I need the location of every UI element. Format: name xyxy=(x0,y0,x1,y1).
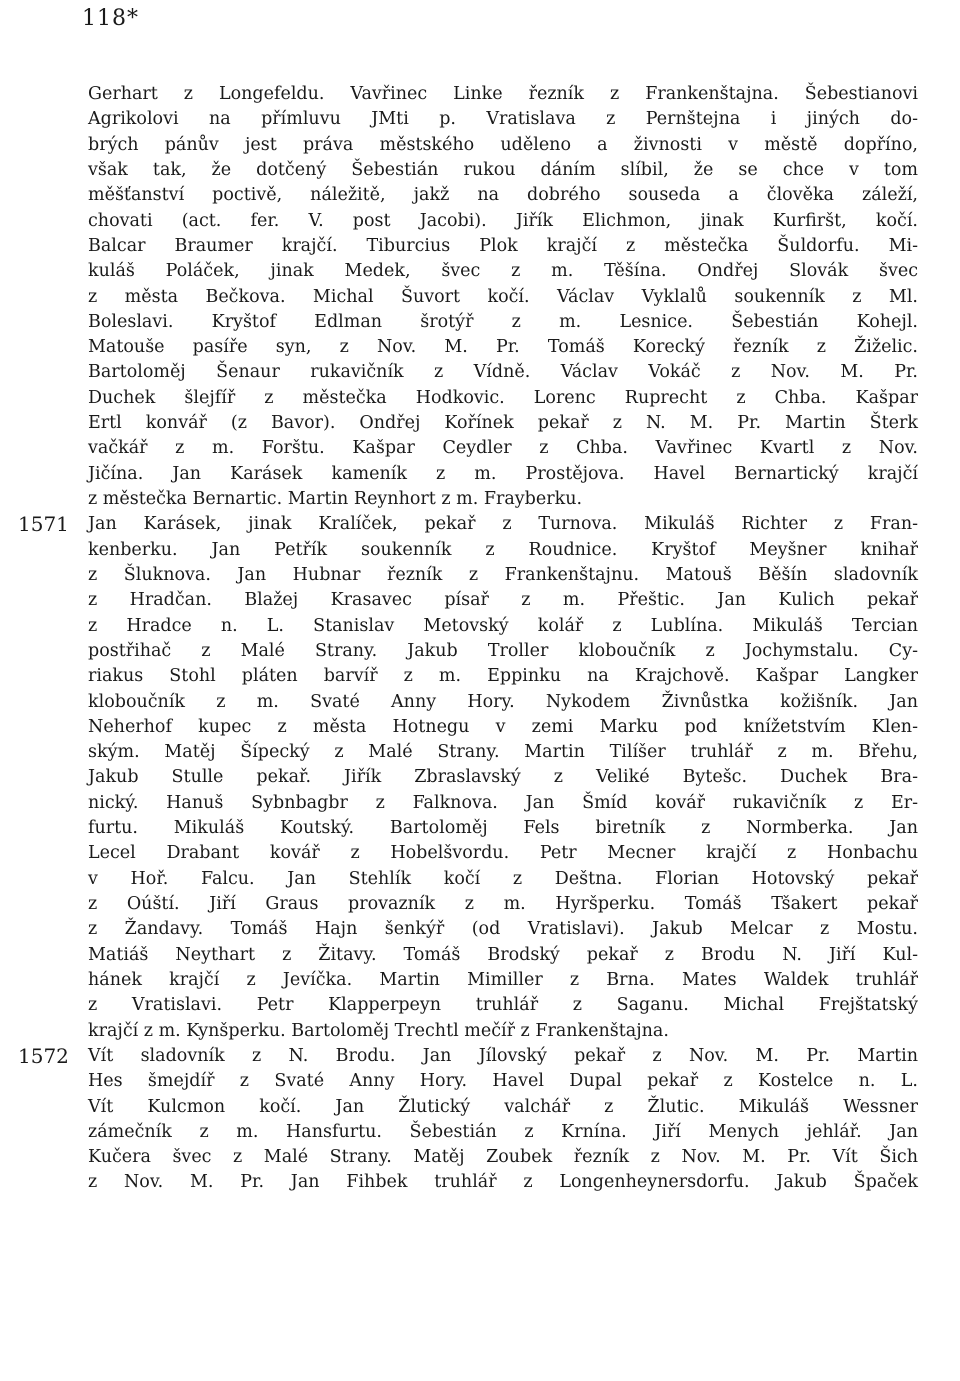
text-line: vačkář z m. Forštu. Kašpar Ceydler z Chba. Vavřinec Kvartl z Nov. xyxy=(88,438,918,459)
text-line: Jakub Stulle pekař. Jiřík Zbraslavský z Veliké Bytešc. Duchek Bra- xyxy=(88,767,918,788)
text-line: chovati (act. fer. V. post Jacobi). Jiřík Elichmon, jinak Kurfiršt, kočí. xyxy=(88,210,918,231)
text-line: však tak, že dotčený Šebestián rukou dáním slíbil, že se chce v tom xyxy=(88,159,918,180)
text-line: Jičína. Jan Karásek kameník z m. Prostějova. Havel Bernartický krajčí xyxy=(88,463,918,484)
text-line: Matouše pasíře syn, z Nov. M. Pr. Tomáš Korecký řezník z Žiželic. xyxy=(88,337,918,358)
text-line: riakus Stohl pláten barvíř z m. Eppinku na Krajchově. Kašpar Langker xyxy=(88,666,918,687)
text-line: hánek krajčí z Jevíčka. Martin Mimiller z Brna. Mates Waldek truhlář xyxy=(88,969,918,990)
text-line: postřihač z Malé Strany. Jakub Troller kloboučník z Jochymstalu. Cy- xyxy=(88,640,918,661)
text-line: z Šluknova. Jan Hubnar řezník z Frankenštajnu. Matouš Běšín sladovník xyxy=(88,564,918,585)
text-line: Vít Kulcmon kočí. Jan Žlutický valchář z Žlutic. Mikuláš Wessner xyxy=(88,1096,918,1117)
text-line: měšťanství poctivě, náležitě, jakž na dobrého souseda a člověka záleží, xyxy=(88,185,918,206)
text-line: furtu. Mikuláš Koutský. Bartoloměj Fels biretník z Normberka. Jan xyxy=(88,818,918,839)
page-number: 118* xyxy=(82,6,139,31)
text-line: z Hradčan. Blažej Krasavec písař z m. Přeštic. Jan Kulich pekař xyxy=(88,590,918,611)
text-line: Jan Karásek, jinak Kralíček, pekař z Turnova. Mikuláš Richter z Fran- xyxy=(88,514,918,535)
year-marker: 1571 xyxy=(18,512,69,537)
text-line: z městečka Bernartic. Martin Reynhort z m. Frayberku. xyxy=(88,489,583,509)
text-line: Hes šmejdíř z Svaté Anny Hory. Havel Dupal pekař z Kostelce n. L. xyxy=(88,1071,918,1092)
text-line: Bartoloměj Šenaur rukavičník z Vídně. Václav Vokáč z Nov. M. Pr. xyxy=(88,362,918,383)
text-line: zámečník z m. Hansfurtu. Šebestián z Krnína. Jiří Menych jehlář. Jan xyxy=(88,1121,918,1142)
text-line: z Oúští. Jiří Graus provazník z m. Hyršperku. Tomáš Tšakert pekař xyxy=(88,894,918,914)
text-line: nický. Hanuš Sybnbagbr z Falknova. Jan Šmíd kovář rukavičník z Er- xyxy=(88,792,918,813)
text-line: Vít sladovník z N. Brodu. Jan Jílovský pekař z Nov. M. Pr. Martin xyxy=(88,1045,918,1066)
text-line: Agrikolovi na přímluvu JMti p. Vratislava z Pernštejna i jiných do- xyxy=(88,109,918,130)
text-line: z Žandavy. Tomáš Hajn šenkýř (od Vratislavi). Jakub Melcar z Mostu. xyxy=(88,919,918,940)
text-line: z města Bečkova. Michal Šuvort kočí. Václav Vyklalů soukenník z Ml. xyxy=(88,286,918,307)
text-line: z Vratislavi. Petr Klapperpeyn truhlář z Saganu. Michal Frejštatský xyxy=(88,995,918,1016)
text-line: kenberku. Jan Petřík soukenník z Roudnice. Kryštof Meyšner knihař xyxy=(88,539,918,560)
text-line: brých pánův jest práva městského uděleno a živnosti v městě dopříno, xyxy=(88,134,918,155)
year-marker: 1572 xyxy=(18,1044,69,1069)
text-line: z Hradce n. L. Stanislav Metovský kolář z Lublína. Mikuláš Tercian xyxy=(88,615,918,636)
text-line: Ertl konvář (z Bavor). Ondřej Kořínek pekař z N. M. Pr. Martin Šterk xyxy=(88,413,918,434)
text-line: Matiáš Neythart z Žitavy. Tomáš Brodský pekař z Brodu N. Jiří Kul- xyxy=(88,944,918,965)
text-line: Boleslavi. Kryštof Edlman šrotýř z m. Lesnice. Šebestián Kohejl. xyxy=(88,311,918,332)
text-line: Neherhof kupec z města Hotnegu v zemi Marku pod knížetstvím Klen- xyxy=(88,716,918,737)
text-line: Duchek šlejfíř z městečka Hodkovic. Lorenc Ruprecht z Chba. Kašpar xyxy=(88,387,918,408)
text-line: v Hoř. Falcu. Jan Stehlík kočí z Deštna. Florian Hotovský pekař xyxy=(88,868,918,889)
text-line: kuláš Poláček, jinak Medek, švec z m. Těšína. Ondřej Slovák švec xyxy=(88,261,918,282)
text-line: krajčí z m. Kynšperku. Bartoloměj Trechtl mečíř z Frankenštajna. xyxy=(88,1020,669,1041)
text-line: Gerhart z Longefeldu. Vavřinec Linke řezník z Frankenštajna. Šebestianovi xyxy=(88,84,918,104)
text-line: z Nov. M. Pr. Jan Fihbek truhlář z Longenheynersdorfu. Jakub Špaček xyxy=(88,1172,918,1193)
text-line: kloboučník z m. Svaté Anny Hory. Nykodem Živnůstka kožišník. Jan xyxy=(88,691,918,712)
text-line: Lecel Drabant kovář z Hobelšvordu. Petr Mecner krajčí z Honbachu xyxy=(88,843,918,864)
text-line: Kučera švec z Malé Strany. Matěj Zoubek řezník z Nov. M. Pr. Vít Šich xyxy=(88,1147,918,1168)
text-line: ským. Matěj Šípecký z Malé Strany. Martin Tilíšer truhlář z m. Břehu, xyxy=(88,742,918,763)
body-text xyxy=(88,82,918,1196)
text-line: Balcar Braumer krajčí. Tiburcius Plok krajčí z městečka Šuldorfu. Mi- xyxy=(88,235,918,256)
